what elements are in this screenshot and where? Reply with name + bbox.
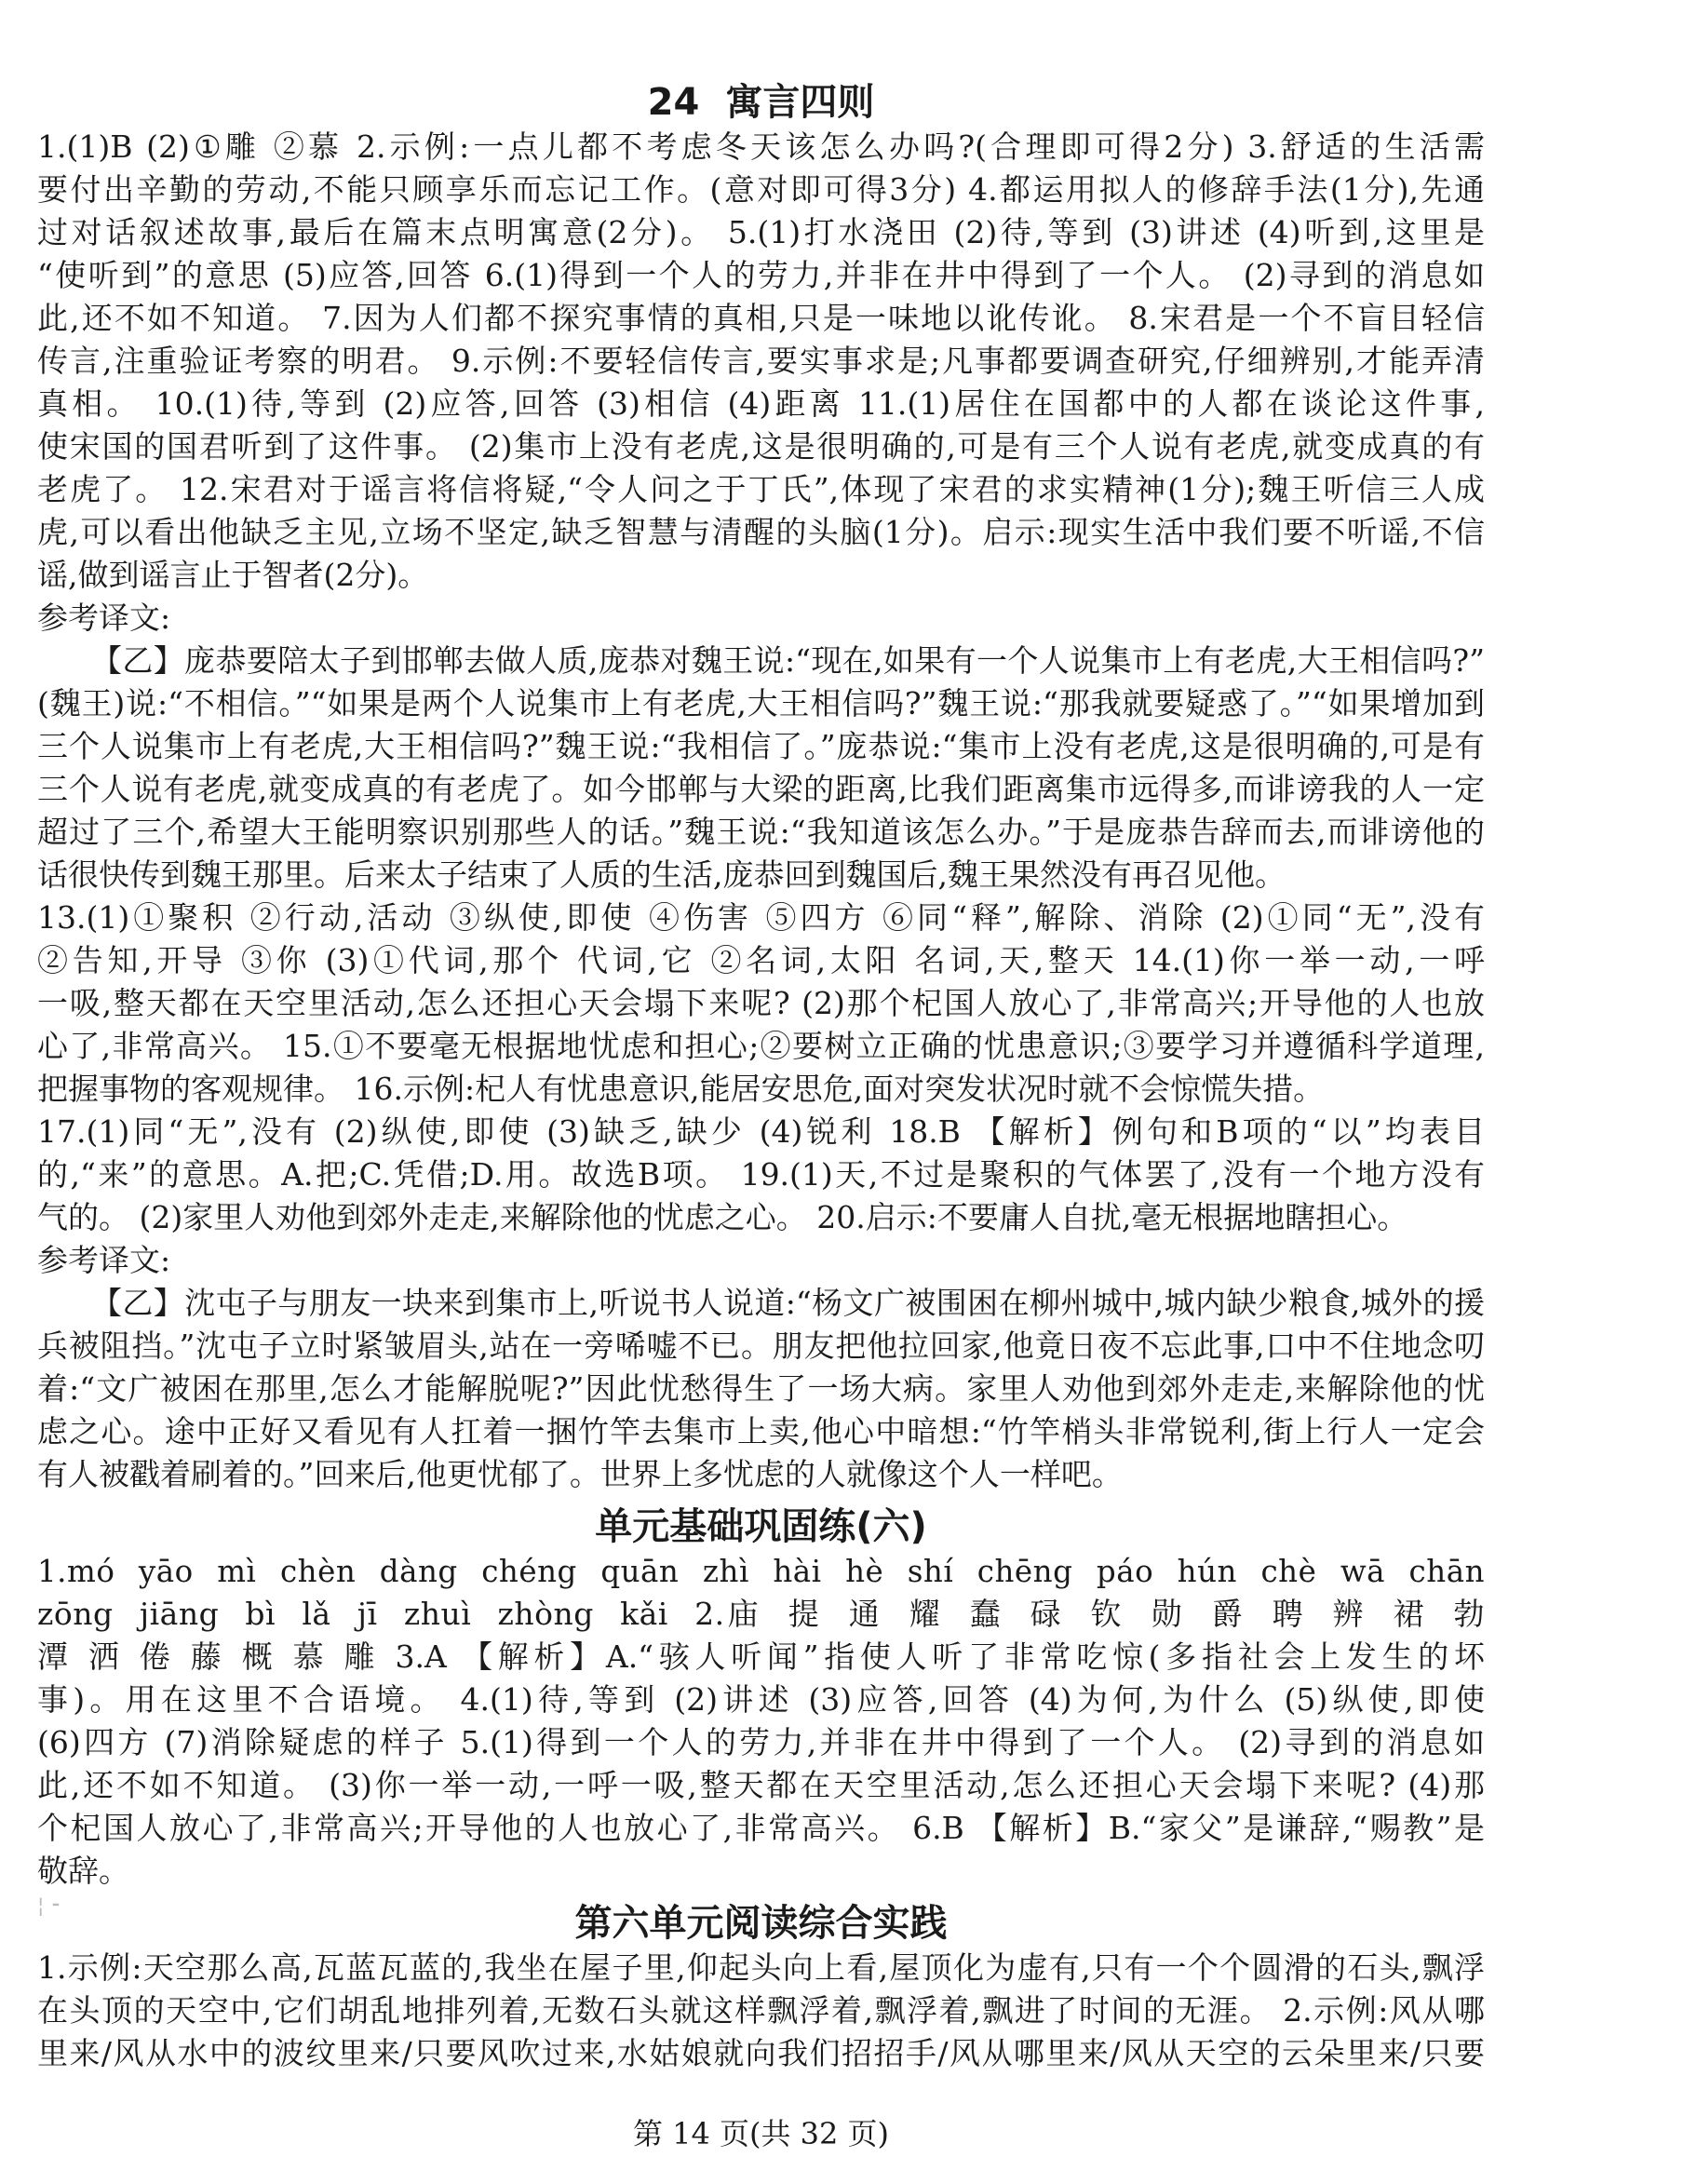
answer-line: 虎,可以看出他缺乏主见,立场不坚定,缺乏智慧与清醒的头脑(1分)。启示:现实生活中我们要不听谣,不信 <box>37 514 1485 550</box>
translation-line: 虑之心。途中正好又看见有人扛着一捆竹竿去集市上卖,他心中暗想:“竹竿梢头非常锐利,街上行人一定会 <box>37 1413 1485 1449</box>
answer-line: “使听到”的意思 (5)应答,回答 6.(1)得到一个人的劳力,并非在井中得到了一个人。 (2)寻到的消息如 <box>37 257 1485 293</box>
translation-line: 话很快传到魏王那里。后来太子结束了人质的生活,庞恭回到魏国后,魏王果然没有再召见他。 <box>37 856 1286 893</box>
answer-line: 传言,注重验证考察的明君。 9.示例:不要轻信传言,要实事求是;凡事都要调查研究,仔细辨别,才能弄清 <box>37 343 1485 379</box>
translation-line: 三个人说有老虎,就变成真的有老虎了。如今邯郸与大梁的距离,比我们距离集市远得多,而诽谤我的人一定 <box>37 771 1485 807</box>
answer-line: 潭 洒 倦 藤 概 慕 雕 3.A 【解析】A.“骇人听闻”指使人听了非常吃惊(多指社会上发生的坏 <box>37 1638 1485 1675</box>
answer-line: 事)。用在这里不合语境。 4.(1)待,等到 (2)讲述 (3)应答,回答 (4)为何,为什么 (5)纵使,即使 <box>37 1681 1485 1718</box>
answer-line: 要付出辛勤的劳动,不能只顾享乐而忘记工作。(意对即可得3分) 4.都运用拟人的修辞手法(1分),先通 <box>37 171 1485 208</box>
section-title-reading-practice: 第六单元阅读综合实践 <box>574 1902 948 1945</box>
translation-line: 【乙】庞恭要陪太子到邯郸去做人质,庞恭对魏王说:“现在,如果有一个人说集市上有老虎,大王相信吗?” <box>91 642 1485 679</box>
answer-line: 1.(1)B (2)①雕 ②慕 2.示例:一点儿都不考虑冬天该怎么办吗?(合理即可得2分) 3.舒适的生活需 <box>37 128 1485 165</box>
answer-line: 个杞国人放心了,非常高兴;开导他的人也放心了,非常高兴。 6.B 【解析】B.“家父”是谦辞,“赐教”是 <box>37 1810 1485 1846</box>
section-title-text: 寓言四则 <box>725 81 875 124</box>
section-title-unit-practice: 单元基础巩固练(六) <box>595 1505 927 1548</box>
translation-line: 有人被戳着刷着的。”回来后,他更忧郁了。世界上多忧虑的人就像这个人一样吧。 <box>37 1456 1123 1492</box>
translation-line: 【乙】沈屯子与朋友一块来到集市上,听说书人说道:“杨文广被围困在柳州城中,城内缺少粮食,城外的援 <box>91 1285 1485 1321</box>
scan-mark: ¦ ⁃ <box>37 1894 61 1918</box>
answer-line: 此,还不如不知道。 (3)你一举一动,一呼一吸,整天都在天空里活动,怎么还担心天会塌下来呢? (4)那 <box>37 1767 1485 1803</box>
answer-line: 一吸,整天都在天空里活动,怎么还担心天会塌下来呢? (2)那个杞国人放心了,非常高兴;开导他的人也放 <box>37 985 1485 1021</box>
translation-line: 三个人说集市上有老虎,大王相信吗?”魏王说:“我相信了。”庞恭说:“集市上没有老虎,这是很明确的,可是有 <box>37 728 1485 764</box>
translation-line: 兵被阻挡。”沈屯子立时紧皱眉头,站在一旁唏嘘不已。朋友把他拉回家,他竟日夜不忘此事,口中不住地念叨 <box>37 1328 1485 1364</box>
answer-line: 老虎了。 12.宋君对于谣言将信将疑,“令人问之于丁氏”,体现了宋君的求实精神(1分);魏王听信三人成 <box>37 471 1485 507</box>
pinyin-line: zōng jiāng bì lǎ jī zhuì zhòng kǎi 2.庙 提 通 耀 蠢 碌 钦 勋 爵 聘 辨 裙 勃 <box>37 1596 1485 1632</box>
answer-line: 气的。 (2)家里人劝他到郊外走走,来解除他的忧虑之心。 20.启示:不要庸人自扰,毫无根据地瞎担心。 <box>37 1199 1408 1235</box>
answer-line: 在头顶的天空中,它们胡乱地排列着,无数石头就这样飘浮着,飘浮着,飘进了时间的无涯。 2.示例:风从哪 <box>37 1992 1485 2029</box>
answer-line: ②告知,开导 ③你 (3)①代词,那个 代词,它 ②名词,太阳 名词,天,整天 14.(1)你一举一动,一呼 <box>37 942 1485 978</box>
answer-line: 心了,非常高兴。 15.①不要毫无根据地忧虑和担心;②要树立正确的忧患意识;③要学习并遵循科学道理, <box>37 1028 1485 1064</box>
translation-line: 超过了三个,希望大王能明察识别那些人的话。”魏王说:“我知道该怎么办。”于是庞恭告辞而去,而诽谤他的 <box>37 814 1485 850</box>
answer-line: 过对话叙述故事,最后在篇末点明寓意(2分)。 5.(1)打水浇田 (2)待,等到 (3)讲述 (4)听到,这里是 <box>37 214 1485 250</box>
pinyin-line: 1.mó yāo mì chèn dàng chéng quān zhì hài hè shí chēng páo hún chè wā chān <box>37 1554 1485 1589</box>
answer-line: 1.示例:天空那么高,瓦蓝瓦蓝的,我坐在屋子里,仰起头向上看,屋顶化为虚有,只有一个个圆滑的石头,飘浮 <box>37 1949 1485 1986</box>
answer-line: 谣,做到谣言止于智者(2分)。 <box>37 557 429 593</box>
answer-line: (6)四方 (7)消除疑虑的样子 5.(1)得到一个人的劳力,并非在井中得到了一个人。 (2)寻到的消息如 <box>37 1724 1485 1760</box>
section-title-fables <box>37 78 1485 127</box>
answer-line: 此,还不如不知道。 7.因为人们都不探究事情的真相,只是一味地以讹传讹。 8.宋君是一个不盲目轻信 <box>37 300 1485 336</box>
translation-label: 参考译文: <box>37 600 171 636</box>
translation-line: 着:“文广被困在那里,怎么才能解脱呢?”因此忧愁得生了一场大病。家里人劝他到郊外走走,来解除他的忧 <box>37 1370 1485 1407</box>
answer-line: 13.(1)①聚积 ②行动,活动 ③纵使,即使 ④伤害 ⑤四方 ⑥同“释”,解除、消除 (2)①同“无”,没有 <box>37 899 1485 936</box>
answer-line: 敬辞。 <box>37 1853 129 1889</box>
translation-label: 参考译文: <box>37 1242 171 1278</box>
translation-line: (魏王)说:“不相信。”“如果是两个人说集市上有老虎,大王相信吗?”魏王说:“那我就要疑惑了。”“如果增加到 <box>37 685 1485 721</box>
answer-line: 使宋国的国君听到了这件事。 (2)集市上没有老虎,这是很明确的,可是有三个人说有老虎,就变成真的有 <box>37 428 1485 465</box>
answer-line: 把握事物的客观规律。 16.示例:杞人有忧患意识,能居安思危,面对突发状况时就不会惊慌失措。 <box>37 1071 1325 1107</box>
answer-line: 真相。 10.(1)待,等到 (2)应答,回答 (3)相信 (4)距离 11.(1)居住在国都中的人都在谈论这件事, <box>37 385 1485 422</box>
section-number: 24 <box>647 81 700 124</box>
answer-line: 17.(1)同“无”,没有 (2)纵使,即使 (3)缺乏,缺少 (4)锐利 18.B 【解析】例句和B项的“以”均表目 <box>37 1113 1485 1150</box>
page-number: 第 14 页(共 32 页) <box>632 2116 890 2151</box>
answer-line: 里来/风从水中的波纹里来/只要风吹过来,水姑娘就向我们招招手/风从哪里来/风从天空的云朵里来/只要 <box>37 2035 1485 2071</box>
answer-line: 的,“来”的意思。A.把;C.凭借;D.用。故选B项。 19.(1)天,不过是聚积的气体罢了,没有一个地方没有 <box>37 1156 1485 1193</box>
